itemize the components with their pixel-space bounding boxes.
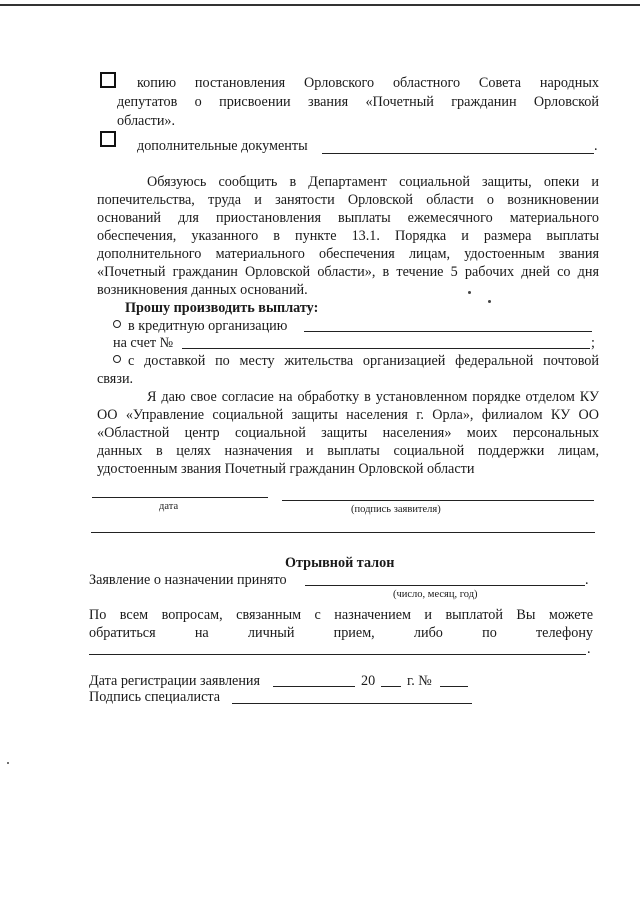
radio-credit-icon[interactable] <box>113 320 121 328</box>
checkbox-resolution-copy[interactable] <box>100 72 116 88</box>
obligation-line-1: Обязуюсь сообщить в Департамент социальной защиты, опеки и <box>147 174 599 190</box>
reg-date-field[interactable] <box>273 686 355 687</box>
contact-end: . <box>587 641 591 657</box>
year-field[interactable] <box>381 686 401 687</box>
checkbox-resolution-line-2: депутатов о присвоении звания «Почетный гражданин Орловской <box>117 94 599 110</box>
account-number-field[interactable] <box>182 348 590 349</box>
radio-delivery-icon[interactable] <box>113 355 121 363</box>
checkbox-resolution-line-3: области». <box>117 113 176 129</box>
obligation-line-2: попечительства, труда и занятости Орловской области о возникновении <box>97 192 599 208</box>
phone-field[interactable] <box>89 654 586 655</box>
payment-heading: Прошу производить выплату: <box>125 300 319 316</box>
accepted-caption: (число, месяц, год) <box>393 589 478 600</box>
accepted-label: Заявление о назначении принято <box>89 572 287 588</box>
consent-line-4: данных в целях назначения и выплаты социальной поддержки лицам, <box>97 443 599 459</box>
consent-line-2: ОО «Управление социальной защиты населения г. Орла», филиалом КУ ОО <box>97 407 599 423</box>
consent-line-3: «Областной центр социальной защиты населения» моих персональных <box>97 425 599 441</box>
obligation-line-6: «Почетный гражданин Орловской области», в течение 5 рабочих дней со дня <box>97 264 599 280</box>
accepted-end: . <box>585 572 589 588</box>
payment-option-credit-label: в кредитную организацию <box>128 318 288 334</box>
account-end: ; <box>591 335 595 351</box>
payment-option-delivery-line-2: связи. <box>97 371 134 387</box>
scan-speck <box>468 291 471 294</box>
signature-caption: (подпись заявителя) <box>351 504 441 515</box>
additional-docs-end: . <box>594 138 598 154</box>
reg-number-field[interactable] <box>440 686 468 687</box>
contact-line-2: обратиться на личный прием, либо по телефону <box>89 625 593 641</box>
contact-line-1: По всем вопросам, связанным с назначением и выплатой Вы можете <box>89 607 593 623</box>
cut-line <box>91 532 595 533</box>
scan-speck <box>488 300 491 303</box>
payment-option-delivery-label: с доставкой по месту жительства организацией федеральной почтовой <box>128 353 599 369</box>
account-label: на счет № <box>113 335 174 351</box>
year-prefix: 20 <box>361 673 376 689</box>
obligation-line-5: дополнительного материального обеспечения лицам, удостоенным звания <box>97 246 599 262</box>
date-field[interactable] <box>92 497 268 498</box>
credit-org-field[interactable] <box>304 331 592 332</box>
scan-top-border <box>0 4 640 6</box>
obligation-line-4: обеспечения, указанного в пункте 13.1. Порядка и размера выплаты <box>97 228 599 244</box>
consent-line-1: Я даю свое согласие на обработку в установленном порядке отделом КУ <box>147 389 599 405</box>
checkbox-additional-docs-label: дополнительные документы <box>137 138 308 154</box>
coupon-title: Отрывной талон <box>285 555 395 571</box>
reg-date-label: Дата регистрации заявления <box>89 673 261 689</box>
obligation-line-7: возникновения данных оснований. <box>97 282 308 298</box>
obligation-line-3: оснований для приостановления выплаты ежемесячного материального <box>97 210 599 226</box>
checkbox-resolution-line-1: копию постановления Орловского областного Совета народных <box>137 75 599 91</box>
date-caption: дата <box>159 501 179 512</box>
specialist-label: Подпись специалиста <box>89 689 221 705</box>
additional-docs-field[interactable] <box>322 153 594 154</box>
payment-option-delivery[interactable] <box>113 352 599 371</box>
scan-speck <box>7 762 9 764</box>
year-suffix: г. № <box>407 673 432 689</box>
consent-line-5: удостоенным звания Почетный гражданин Орловской области <box>97 461 475 477</box>
specialist-signature-field[interactable] <box>232 703 472 704</box>
checkbox-additional-docs[interactable] <box>100 131 116 147</box>
